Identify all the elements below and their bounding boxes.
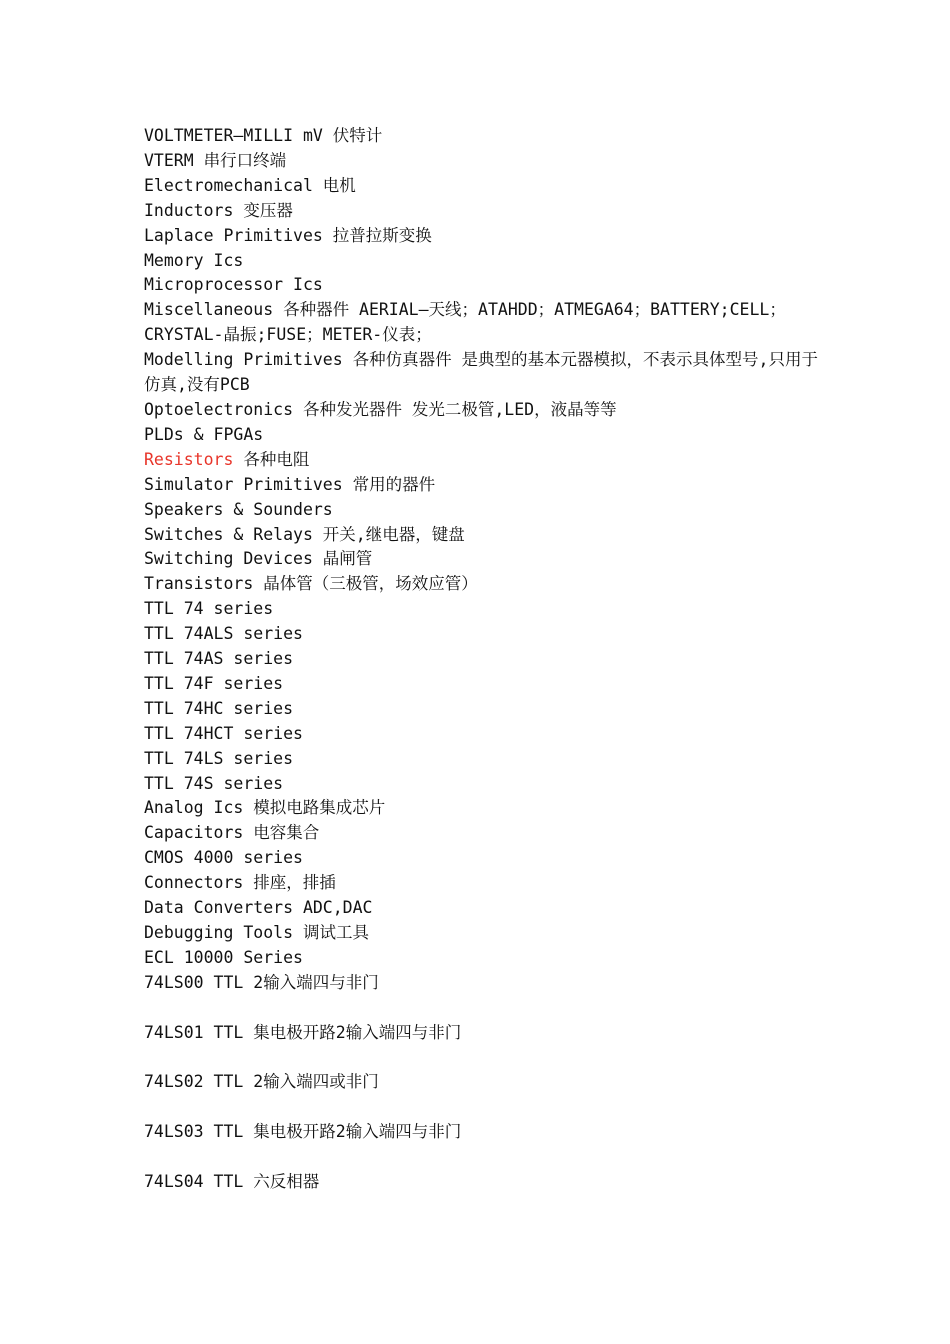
text-line: TTL 74LS series — [144, 748, 294, 768]
text-line: CMOS 4000 series — [144, 848, 303, 868]
text-line: Analog Ics 模拟电路集成芯片 — [144, 798, 386, 818]
text-line: 74LS03 TTL 集电极开路2输入端四与非门 — [144, 1122, 462, 1142]
text-line: Switches & Relays 开关,继电器，键盘 — [144, 524, 465, 544]
text-line: 74LS04 TTL 六反相器 — [144, 1172, 320, 1191]
text-line: Modelling Primitives 各种仿真器件 是典型的基本元器模拟，不表示具体型号,只用于仿真,没有PCB — [144, 350, 818, 395]
text-line: Data Converters ADC,DAC — [144, 898, 373, 918]
text-line: Simulator Primitives 常用的器件 — [144, 474, 436, 494]
text-line: Laplace Primitives 拉普拉斯变换 — [144, 225, 432, 245]
text-line: Capacitors 电容集合 — [144, 823, 320, 843]
text-line: TTL 74ALS series — [144, 624, 303, 644]
text-line: TTL 74HCT series — [144, 723, 303, 743]
text-line: Optoelectronics 各种发光器件 发光二极管,LED，液晶等等 — [144, 399, 617, 419]
text-line: Miscellaneous 各种器件 AERIAL—天线；ATAHDD；ATMEGA64；BATTERY;CELL；CRYSTAL-晶振;FUSE；METER-仪表； — [144, 300, 786, 345]
text-line: Microprocessor Ics — [144, 275, 323, 295]
text-line: VOLTMETER—MILLI mV 伏特计 — [144, 126, 383, 145]
text-line: TTL 74HC series — [144, 698, 294, 718]
text-line: PLDs & FPGAs — [144, 424, 264, 444]
text-line: 74LS00 TTL 2输入端四与非门 — [144, 972, 379, 992]
text-line: TTL 74S series — [144, 773, 284, 793]
document-body — [144, 124, 824, 1195]
text-line: Connectors 排座，排插 — [144, 873, 336, 893]
highlighted-word: Resistors — [144, 449, 234, 469]
text-line: VTERM 串行口终端 — [144, 150, 287, 170]
text-line: Electromechanical 电机 — [144, 175, 356, 195]
text-line: Inductors 变压器 — [144, 200, 293, 220]
text-line: TTL 74AS series — [144, 649, 294, 669]
text-line: Transistors 晶体管（三极管，场效应管） — [144, 574, 478, 594]
text-line-resistors — [144, 448, 824, 473]
text-line: Debugging Tools 调试工具 — [144, 923, 369, 942]
text-line: 74LS02 TTL 2输入端四或非门 — [144, 1072, 379, 1092]
text-line: Speakers & Sounders — [144, 499, 333, 519]
text-line: Switching Devices 晶闸管 — [144, 549, 373, 569]
text-line: TTL 74 series — [144, 599, 274, 619]
text-line: TTL 74F series — [144, 673, 284, 693]
text-line: ECL 10000 Series — [144, 947, 303, 967]
text-line-rest: 各种电阻 — [243, 449, 310, 469]
text-line: 74LS01 TTL 集电极开路2输入端四与非门 — [144, 1022, 462, 1042]
text-line: Memory Ics — [144, 250, 244, 270]
